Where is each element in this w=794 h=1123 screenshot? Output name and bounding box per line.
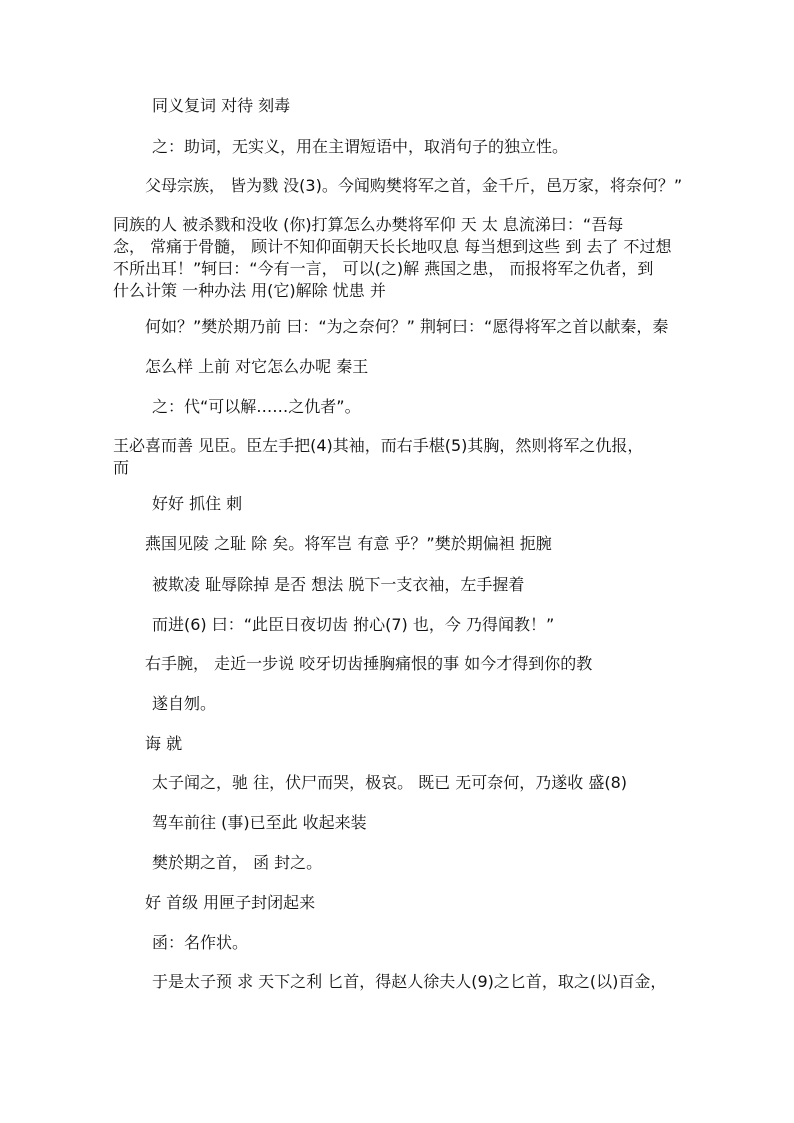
text-line-20: 函：名作状。 [152,933,249,952]
text-line-13: 右手腕， 走近一步说 咬牙切齿捶胸痛恨的事 如今才得到你的教 [145,654,593,673]
text-line-17: 驾车前往 (事)已至此 收起来装 [152,813,367,832]
text-line-15: 诲 就 [145,734,183,753]
text-line-11: 被欺凌 耻辱除掉 是否 想法 脱下一支衣袖，左手握着 [152,575,525,594]
text-line-10: 燕国见陵 之耻 除 矣。将军岂 有意 乎？”樊於期偏袒 扼腕 [145,534,552,553]
text-paragraph-8: 王必喜而善 见臣。臣左手把(4)其袖，而右手椹(5)其胸，然则将军之仇报， 而 [113,436,644,477]
text-line-3: 父母宗族， 皆为戮 没(3)。今闻购樊将军之首，金千斤，邑万家，将奈何？” [145,176,683,195]
text-line-5: 何如？”樊於期乃前 曰：“为之奈何？” 荆轲曰：“愿得将军之首以献秦，秦 [145,317,669,336]
text-line-1: 同义复词 对待 刻毒 [152,96,291,115]
text-line-14: 遂自刎。 [152,694,217,713]
text-line-16: 太子闻之，驰 往，伏尸而哭，极哀。 既已 无可奈何，乃遂收 盛(8) [152,773,628,792]
text-line-7: 之：代“可以解……之仇者”。 [152,397,361,416]
text-paragraph-4: 同族的人 被杀戮和没收 (你)打算怎么办樊将军仰 天 太 息流涕曰：“吾每 念， 常痛于骨髓， 顾计不知仰面朝天长长地叹息 每当想到这些 到 去了 不过想 不所出耳！”轲曰：“今有一言， 可以(之)解 燕国之患， 而报将军之仇者，到 什么计策 一种办法 用(它)解除 忧患 并 [113,215,672,300]
text-line-18: 樊於期之首， 函 封之。 [152,853,323,872]
text-line-9: 好好 抓住 刺 [152,494,243,513]
text-line-12: 而进(6) 曰：“此臣日夜切齿 拊心(7) 也，今 乃得闻教！” [152,615,555,634]
text-line-6: 怎么样 上前 对它怎么办呢 秦王 [145,357,369,376]
text-line-21: 于是太子预 求 天下之利 匕首，得赵人徐夫人(9)之匕首，取之(以)百金， [152,972,667,991]
text-line-2: 之：助词，无实义，用在主谓短语中，取消句子的独立性。 [152,137,569,156]
text-line-19: 好 首级 用匣子封闭起来 [145,893,316,912]
